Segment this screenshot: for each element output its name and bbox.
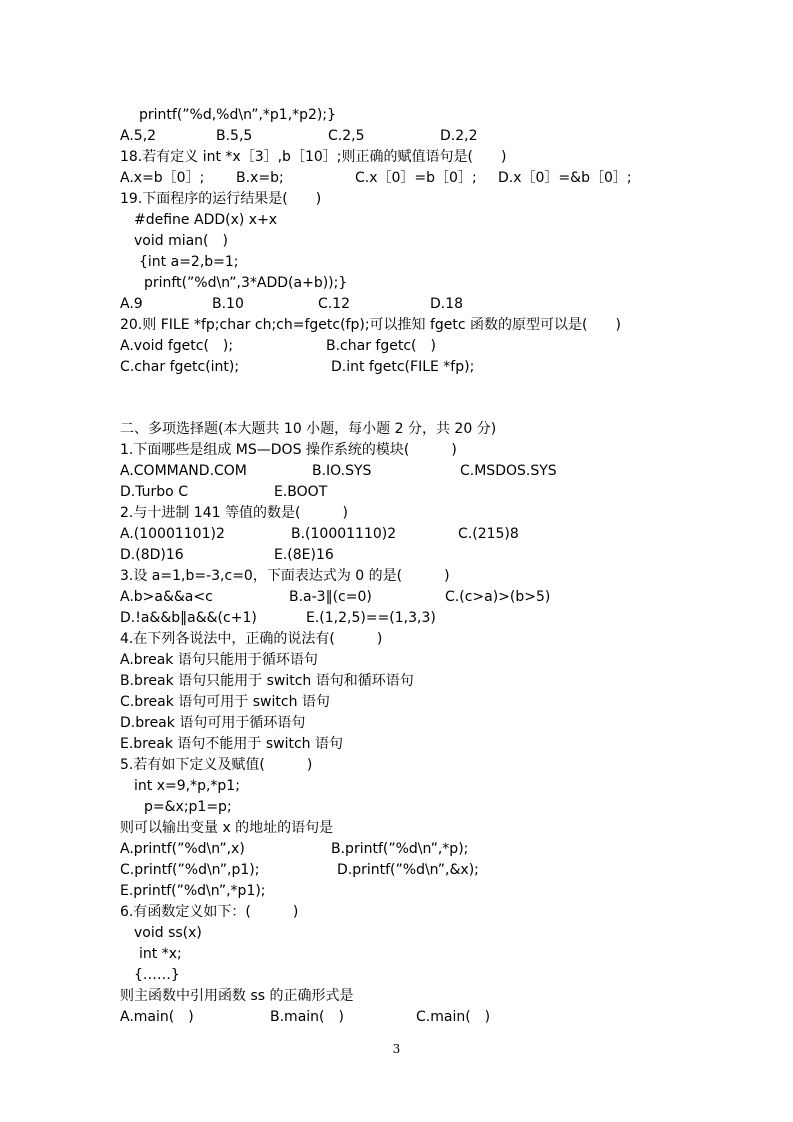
code-line: {……} (134, 967, 180, 983)
question-18: 18.若有定义 int *x［3］,b［10］;则正确的赋值语句是( ) (120, 149, 507, 165)
option-c: C.(c>a)>(b>5) (445, 589, 551, 605)
option-d: D.x［0］=&b［0］; (498, 170, 632, 186)
page-number: 3 (392, 1042, 401, 1056)
option-c: C.break 语句可用于 switch 语句 (120, 694, 330, 710)
option-c: C.12 (318, 296, 351, 312)
option-e: E.break 语句不能用于 switch 语句 (120, 736, 343, 752)
option-a: A.x=b［0］; (120, 170, 205, 186)
option-b: B.char fgetc( ) (326, 338, 436, 354)
code-line: printf(”%d,%d\n”,*p1,*p2);} (139, 107, 337, 123)
question-stem: 则主函数中引用函数 ss 的正确形式是 (120, 988, 354, 1004)
option-d: D.int fgetc(FILE *fp); (331, 359, 475, 375)
option-d: D.(8D)16 (120, 547, 184, 563)
question-m5: 5.若有如下定义及赋值( ) (120, 757, 313, 773)
option-e: E.(8E)16 (274, 547, 334, 563)
option-a: A.5,2 (120, 128, 157, 144)
option-a: A.9 (120, 296, 143, 312)
option-b: B.break 语句只能用于 switch 语句和循环语句 (120, 673, 414, 689)
option-d: D.!a&&b‖a&&(c+1) (120, 610, 257, 626)
option-c: C.main( ) (416, 1009, 491, 1025)
option-b: B.IO.SYS (312, 463, 372, 479)
option-a: A.main( ) (120, 1009, 194, 1025)
option-a: A.break 语句只能用于循环语句 (120, 652, 318, 668)
option-a: A.COMMAND.COM (120, 463, 247, 479)
option-a: A.printf(”%d\n”,x) (120, 841, 245, 857)
option-a: A.b>a&&a<c (120, 589, 213, 605)
code-line: {int a=2,b=1; (139, 254, 239, 270)
question-m4: 4.在下列各说法中，正确的说法有( ) (120, 631, 383, 647)
option-d: D.18 (430, 296, 464, 312)
option-d: D.Turbo C (120, 484, 188, 500)
option-b: B.main( ) (270, 1009, 344, 1025)
option-b: B.(10001110)2 (291, 526, 397, 542)
option-b: B.10 (212, 296, 244, 312)
question-20: 20.则 FILE *fp;char ch;ch=fgetc(fp);可以推知 fgetc 函数的原型可以是( ) (120, 317, 621, 333)
code-line: prinft(”%d\n”,3*ADD(a+b));} (144, 275, 348, 291)
option-b: B.printf(”%d\n”,*p); (331, 841, 469, 857)
option-d: D.2,2 (440, 128, 478, 144)
option-a: A.(10001101)2 (120, 526, 225, 542)
option-e: E.(1,2,5)==(1,3,3) (306, 610, 436, 626)
option-c: C.MSDOS.SYS (460, 463, 557, 479)
code-line: p=&x;p1=p; (144, 799, 232, 815)
option-c: C.char fgetc(int); (120, 359, 240, 375)
option-c: C.(215)8 (458, 526, 519, 542)
code-line: void ss(x) (134, 925, 202, 941)
option-b: B.x=b; (236, 170, 284, 186)
option-b: B.a-3‖(c=0) (289, 589, 372, 605)
question-m3: 3.设 a=1,b=-3,c=0，下面表达式为 0 的是( ) (120, 568, 450, 584)
option-a: A.void fgetc( ); (120, 338, 234, 354)
code-line: void mian( ) (134, 233, 228, 249)
code-line: int x=9,*p,*p1; (134, 778, 240, 794)
option-e: E.BOOT (274, 484, 328, 500)
option-c: C.x［0］=b［0］; (355, 170, 477, 186)
question-19: 19.下面程序的运行结果是( ) (120, 191, 322, 207)
question-m2: 2.与十进制 141 等值的数是( ) (120, 505, 348, 521)
option-e: E.printf(”%d\n”,*p1); (120, 883, 266, 899)
question-m6: 6.有函数定义如下：( ) (120, 904, 299, 920)
question-m1: 1.下面哪些是组成 MS—DOS 操作系统的模块( ) (120, 442, 457, 458)
section-heading: 二、多项选择题(本大题共 10 小题，每小题 2 分，共 20 分) (120, 421, 497, 437)
option-c: C.2,5 (328, 128, 365, 144)
option-b: B.5,5 (216, 128, 253, 144)
code-line: #define ADD(x) x+x (134, 212, 278, 228)
option-d: D.printf(”%d\n”,&x); (337, 862, 479, 878)
question-stem: 则可以输出变量 x 的地址的语句是 (120, 820, 334, 836)
option-d: D.break 语句可用于循环语句 (120, 715, 306, 731)
option-c: C.printf(”%d\n”,p1); (120, 862, 260, 878)
code-line: int *x; (139, 946, 182, 962)
